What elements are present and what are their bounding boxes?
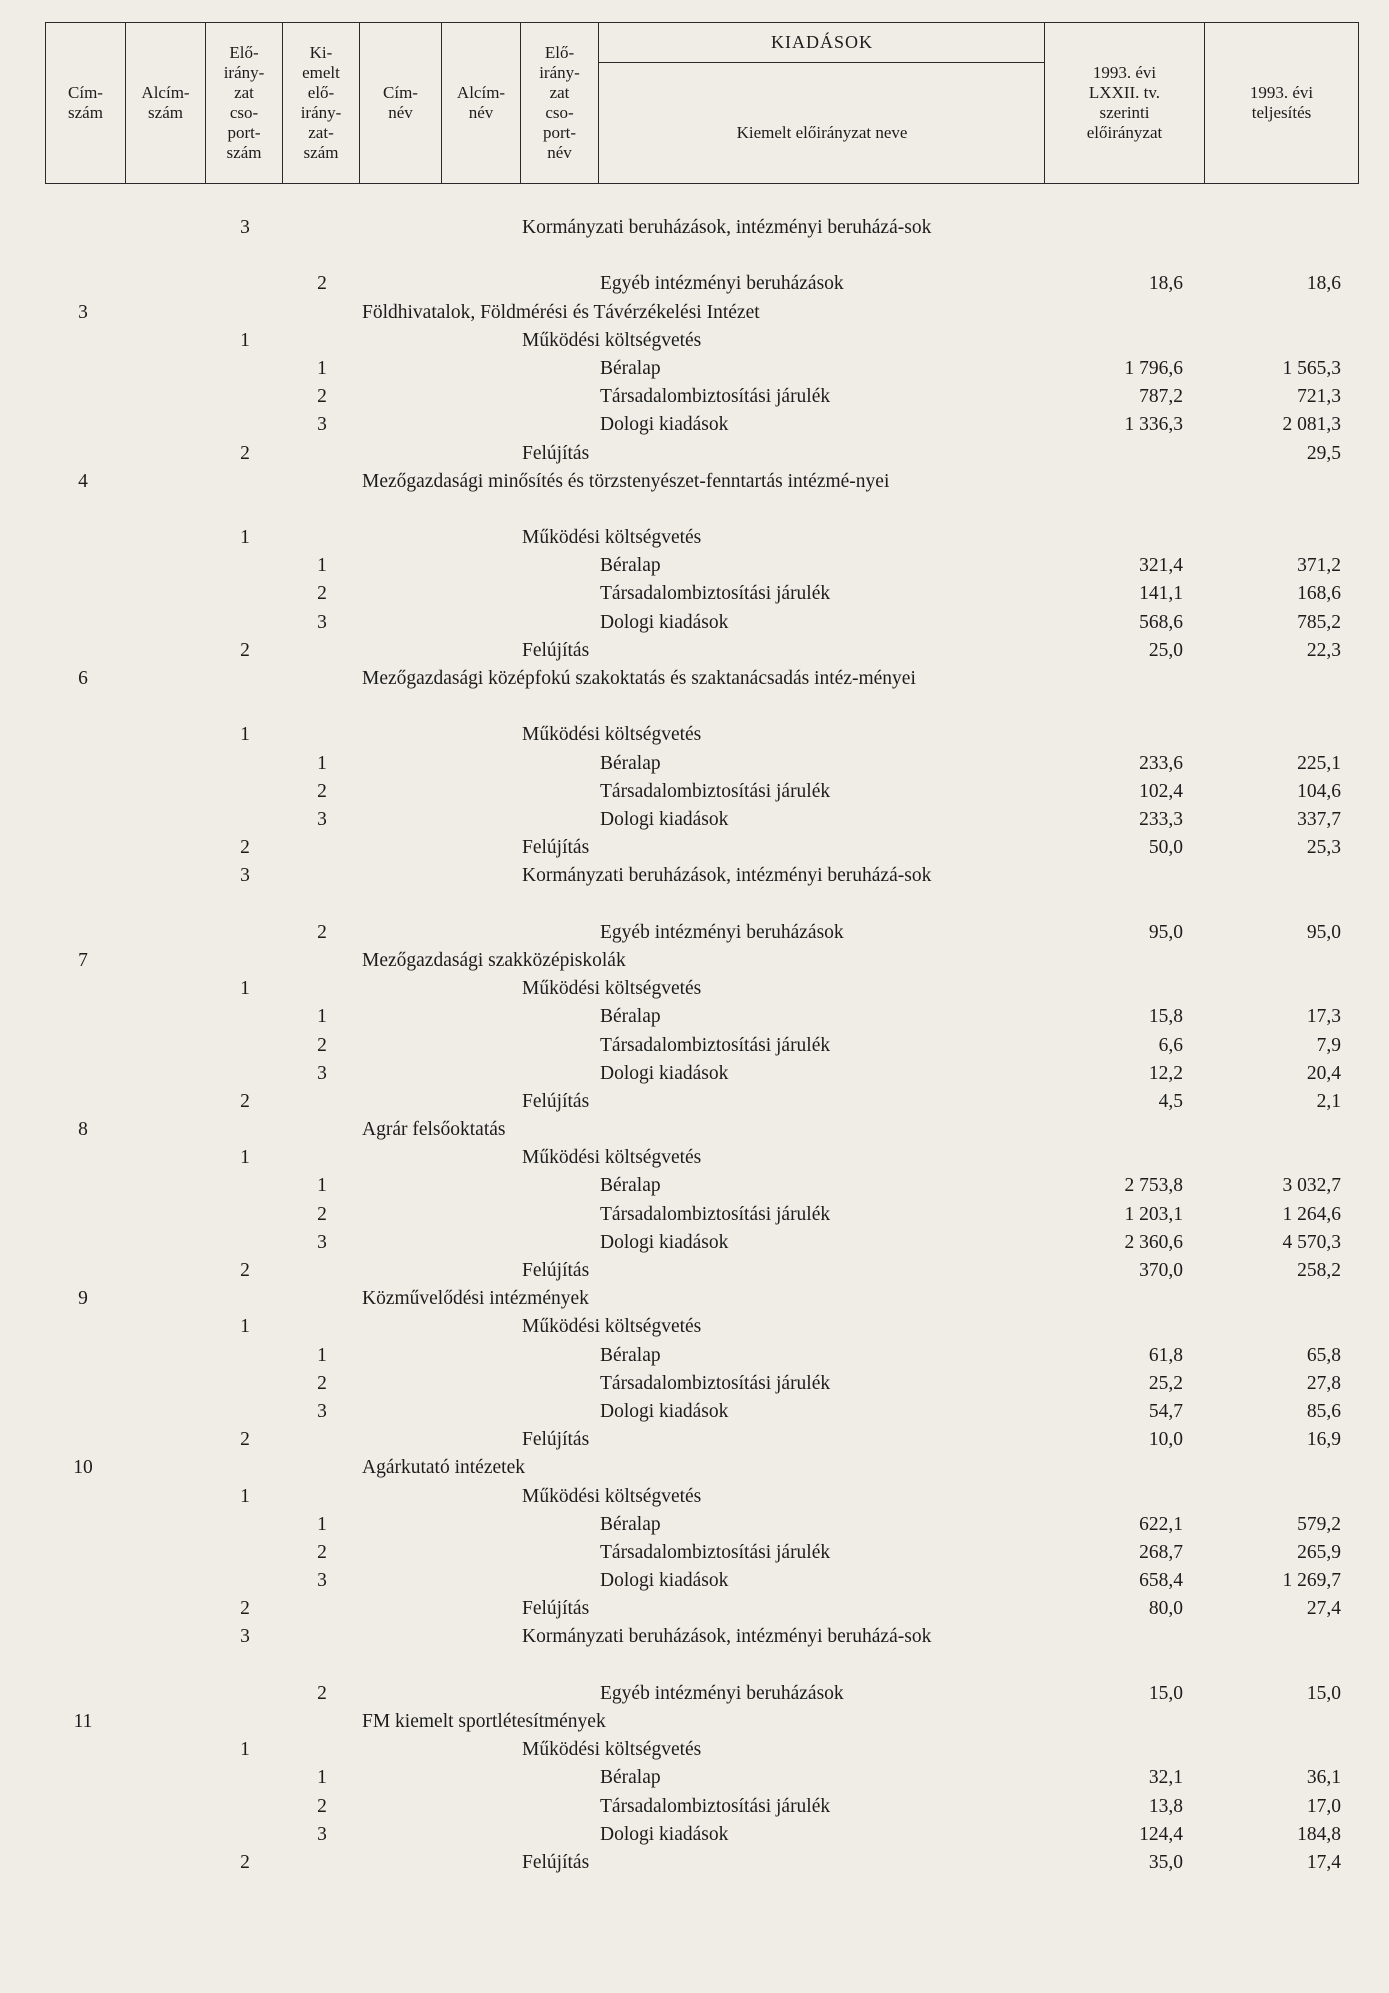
value-1993-tv-cell: 1 336,3 xyxy=(1124,414,1183,436)
eloiranyzat-csoport-szam-cell: 1 xyxy=(240,724,250,746)
name-cell: Kormányzati beruházások, intézményi beruházá-sok xyxy=(522,1626,932,1648)
table-header xyxy=(45,22,1359,184)
header-label xyxy=(1087,63,1163,143)
table-row xyxy=(0,975,1389,1003)
header-label xyxy=(457,83,505,123)
eloiranyzat-csoport-szam-cell: 2 xyxy=(240,837,250,859)
value-1993-teljesites-cell: 17,4 xyxy=(1306,1851,1341,1873)
kiemelt-eloiranyzat-szam-cell: 2 xyxy=(317,1795,327,1817)
value-1993-teljesites-cell: 371,2 xyxy=(1297,555,1341,577)
eloiranyzat-csoport-szam-cell: 3 xyxy=(240,217,250,238)
value-1993-teljesites-cell: 104,6 xyxy=(1297,780,1341,802)
eloiranyzat-csoport-szam-cell: 2 xyxy=(240,1090,250,1112)
value-1993-teljesites-cell: 7,9 xyxy=(1316,1034,1341,1056)
value-1993-teljesites-cell: 29,5 xyxy=(1306,442,1341,464)
header-cim-nev xyxy=(360,23,442,183)
table-row xyxy=(0,1144,1389,1172)
header-label-line: irány- xyxy=(223,63,265,82)
table-row xyxy=(0,1736,1389,1764)
header-label-line: szám xyxy=(148,103,183,122)
table-row xyxy=(0,1483,1389,1511)
name-cell: Felújítás xyxy=(522,1429,590,1451)
header-label-line: zat- xyxy=(308,123,334,142)
value-1993-teljesites-cell: 1 264,6 xyxy=(1282,1203,1341,1225)
name-cell: Dologi kiadások xyxy=(600,1062,729,1084)
name-cell: Földhivatalok, Földmérési és Távérzékelési Intézet xyxy=(362,301,760,323)
table-row xyxy=(0,1708,1389,1736)
table-row xyxy=(0,1793,1389,1821)
value-1993-tv-cell: 233,3 xyxy=(1139,808,1183,830)
name-cell: Felújítás xyxy=(522,1851,590,1873)
value-1993-tv-cell: 102,4 xyxy=(1139,780,1183,802)
header-label-line: cso- xyxy=(545,103,574,122)
table-row xyxy=(0,1370,1389,1398)
table-row xyxy=(0,1539,1389,1567)
header-label-line: Alcím- xyxy=(141,83,190,102)
name-cell: Dologi kiadások xyxy=(600,808,729,830)
value-1993-teljesites-cell: 785,2 xyxy=(1297,611,1341,633)
name-cell: Dologi kiadások xyxy=(600,1231,729,1253)
header-label-line: Elő- xyxy=(544,43,575,62)
kiemelt-eloiranyzat-szam-cell: 3 xyxy=(317,1400,327,1422)
name-cell: Béralap xyxy=(600,752,661,774)
eloiranyzat-csoport-szam-cell: 2 xyxy=(240,442,250,464)
kiemelt-eloiranyzat-szam-cell: 3 xyxy=(317,1823,327,1845)
name-cell: Dologi kiadások xyxy=(600,1570,729,1592)
header-label-line: teljesítés xyxy=(1251,103,1312,122)
header-label xyxy=(301,43,342,163)
kiemelt-eloiranyzat-szam-cell: 3 xyxy=(317,1570,327,1592)
eloiranyzat-csoport-szam-cell: 2 xyxy=(240,1429,250,1451)
table-row xyxy=(0,609,1389,637)
name-cell: Béralap xyxy=(600,1767,661,1789)
value-1993-tv-cell: 18,6 xyxy=(1148,273,1183,295)
table-row xyxy=(0,1032,1389,1060)
table-row xyxy=(0,1680,1389,1708)
table-row xyxy=(0,834,1389,862)
cim-szam-cell: 6 xyxy=(78,668,88,690)
value-1993-teljesites-cell: 17,3 xyxy=(1306,1006,1341,1028)
table-row xyxy=(0,383,1389,411)
name-cell: Béralap xyxy=(600,1344,661,1366)
table-row xyxy=(0,721,1389,749)
table-row xyxy=(0,1567,1389,1595)
value-1993-teljesites-cell: 25,3 xyxy=(1306,837,1341,859)
name-cell: Működési költségvetés xyxy=(522,1316,702,1338)
value-1993-tv-cell: 2 753,8 xyxy=(1124,1175,1183,1197)
value-1993-tv-cell: 25,2 xyxy=(1148,1372,1183,1394)
name-cell: Agárkutató intézetek xyxy=(362,1457,525,1479)
table-row xyxy=(0,1313,1389,1341)
table-row xyxy=(0,327,1389,355)
name-cell: Felújítás xyxy=(522,1260,590,1281)
name-cell: Dologi kiadások xyxy=(600,1823,729,1845)
header-label-line: 1993. évi xyxy=(1092,63,1157,82)
value-1993-tv-cell: 1 203,1 xyxy=(1124,1203,1183,1225)
header-label-line: szám xyxy=(68,103,103,122)
name-cell: Béralap xyxy=(600,1006,661,1028)
header-label-line: port- xyxy=(227,123,261,142)
eloiranyzat-csoport-szam-cell: 1 xyxy=(240,978,250,1000)
name-cell: Működési költségvetés xyxy=(522,724,702,746)
name-cell: Működési költségvetés xyxy=(522,1739,702,1761)
name-cell: Működési költségvetés xyxy=(522,1485,702,1507)
table-row xyxy=(0,806,1389,834)
value-1993-teljesites-cell: 15,0 xyxy=(1306,1682,1341,1704)
kiemelt-eloiranyzat-szam-cell: 1 xyxy=(317,555,327,577)
table-row xyxy=(0,1116,1389,1144)
value-1993-tv-cell: 80,0 xyxy=(1148,1598,1183,1620)
kiemelt-eloiranyzat-szam-cell: 1 xyxy=(317,1513,327,1535)
name-cell: Működési költségvetés xyxy=(522,527,702,549)
name-cell: Agrár felsőoktatás xyxy=(362,1119,506,1141)
table-row xyxy=(0,270,1389,298)
value-1993-teljesites-cell: 1 565,3 xyxy=(1282,357,1341,379)
kiemelt-eloiranyzat-szam-cell: 2 xyxy=(317,583,327,605)
table-row xyxy=(0,1088,1389,1116)
value-1993-tv-cell: 1 796,6 xyxy=(1124,357,1183,379)
name-cell: Felújítás xyxy=(522,1598,590,1620)
header-label-line: port- xyxy=(542,123,577,142)
name-cell: Béralap xyxy=(600,555,661,577)
table-row xyxy=(0,580,1389,608)
value-1993-tv-cell: 321,4 xyxy=(1139,555,1183,577)
value-1993-teljesites-cell: 95,0 xyxy=(1306,921,1341,943)
header-label-line: név xyxy=(547,143,572,162)
value-1993-teljesites-cell: 168,6 xyxy=(1297,583,1341,605)
eloiranyzat-csoport-szam-cell: 1 xyxy=(240,1739,250,1761)
name-cell: Társadalombiztosítási járulék xyxy=(600,1795,831,1817)
value-1993-tv-cell: 15,0 xyxy=(1148,1682,1183,1704)
table-row xyxy=(0,1257,1389,1285)
kiemelt-eloiranyzat-szam-cell: 2 xyxy=(317,1203,327,1225)
value-1993-teljesites-cell: 3 032,7 xyxy=(1282,1175,1341,1197)
value-1993-tv-cell: 25,0 xyxy=(1148,639,1183,661)
header-label-line: szerinti xyxy=(1099,103,1150,122)
kiemelt-eloiranyzat-szam-cell: 2 xyxy=(317,780,327,802)
value-1993-tv-cell: 61,8 xyxy=(1148,1344,1183,1366)
value-1993-tv-cell: 124,4 xyxy=(1139,1823,1183,1845)
kiemelt-eloiranyzat-szam-cell: 1 xyxy=(317,1344,327,1366)
name-cell: Kormányzati beruházások, intézményi beruházá-sok xyxy=(522,217,932,238)
table-row xyxy=(0,778,1389,806)
header-eloiranyzat-csoport-nev xyxy=(521,23,599,183)
kiemelt-eloiranyzat-szam-cell: 1 xyxy=(317,357,327,379)
kiemelt-eloiranyzat-szam-cell: 1 xyxy=(317,1006,327,1028)
eloiranyzat-csoport-szam-cell: 2 xyxy=(240,1260,250,1281)
table-row xyxy=(0,947,1389,975)
name-cell: Mezőgazdasági szakközépiskolák xyxy=(362,949,626,971)
name-cell: Béralap xyxy=(600,357,661,379)
value-1993-tv-cell: 15,8 xyxy=(1148,1006,1183,1028)
table-row xyxy=(0,214,1389,270)
value-1993-teljesites-cell: 36,1 xyxy=(1306,1767,1341,1789)
header-label xyxy=(224,43,265,163)
table-row xyxy=(0,299,1389,327)
kiemelt-eloiranyzat-szam-cell: 2 xyxy=(317,1682,327,1704)
table-row xyxy=(0,1172,1389,1200)
header-label-line: név xyxy=(468,103,494,122)
table-row xyxy=(0,665,1389,721)
value-1993-tv-cell: 268,7 xyxy=(1139,1541,1183,1563)
name-cell: Felújítás xyxy=(522,1090,590,1112)
value-1993-teljesites-cell: 17,0 xyxy=(1306,1795,1341,1817)
table-row xyxy=(0,1764,1389,1792)
eloiranyzat-csoport-szam-cell: 2 xyxy=(240,1598,250,1620)
header-label-line: emelt xyxy=(302,63,340,82)
header-label xyxy=(141,83,189,123)
name-cell: Egyéb intézményi beruházások xyxy=(600,921,844,943)
header-label-line: LXXII. tv. xyxy=(1088,83,1161,102)
name-cell: Béralap xyxy=(600,1513,661,1535)
kiemelt-eloiranyzat-szam-cell: 1 xyxy=(317,1767,327,1789)
table-row xyxy=(0,750,1389,778)
value-1993-tv-cell: 50,0 xyxy=(1148,837,1183,859)
table-row xyxy=(0,440,1389,468)
table-row xyxy=(0,1229,1389,1257)
header-1993-teljesites xyxy=(1205,23,1358,183)
kiemelt-eloiranyzat-szam-cell: 2 xyxy=(317,386,327,408)
value-1993-teljesites-cell: 579,2 xyxy=(1297,1513,1341,1535)
table-row xyxy=(0,1398,1389,1426)
eloiranyzat-csoport-szam-cell: 3 xyxy=(240,865,250,887)
table-row xyxy=(0,411,1389,439)
value-1993-tv-cell: 141,1 xyxy=(1139,583,1183,605)
value-1993-teljesites-cell: 20,4 xyxy=(1306,1062,1341,1084)
eloiranyzat-csoport-szam-cell: 1 xyxy=(240,527,250,549)
name-cell: Társadalombiztosítási járulék xyxy=(600,1203,831,1225)
name-cell: Kormányzati beruházások, intézményi beruházá-sok xyxy=(522,865,932,887)
table-row xyxy=(0,1342,1389,1370)
value-1993-tv-cell: 32,1 xyxy=(1148,1767,1183,1789)
name-cell: Felújítás xyxy=(522,639,590,661)
header-cim-szam xyxy=(46,23,126,183)
name-cell: Dologi kiadások xyxy=(600,1400,729,1422)
name-cell: Mezőgazdasági minősítés és törzstenyészet-fenntartás intézmé-nyei xyxy=(362,470,890,492)
eloiranyzat-csoport-szam-cell: 2 xyxy=(240,1851,250,1873)
value-1993-tv-cell: 6,6 xyxy=(1158,1034,1183,1056)
table-row xyxy=(0,552,1389,580)
kiemelt-eloiranyzat-szam-cell: 3 xyxy=(317,1231,327,1253)
header-label-line: Cím- xyxy=(68,83,103,102)
name-cell: Társadalombiztosítási járulék xyxy=(600,780,831,802)
table-row xyxy=(0,1201,1389,1229)
cim-szam-cell: 11 xyxy=(73,1711,93,1733)
name-cell: Társadalombiztosítási járulék xyxy=(600,1034,831,1056)
header-label-line: cso- xyxy=(229,103,259,122)
cim-szam-cell: 4 xyxy=(78,470,88,492)
table-row xyxy=(0,1595,1389,1623)
header-label-line: irány- xyxy=(539,63,580,82)
value-1993-tv-cell: 95,0 xyxy=(1148,921,1183,943)
value-1993-teljesites-cell: 2,1 xyxy=(1316,1090,1341,1112)
header-label-line: szám xyxy=(226,143,262,162)
table-row xyxy=(0,468,1389,524)
header-1993-tv-eloiranyzat xyxy=(1045,23,1205,183)
kiemelt-eloiranyzat-szam-cell: 3 xyxy=(317,808,327,830)
name-cell: Felújítás xyxy=(522,442,590,464)
cim-szam-cell: 8 xyxy=(78,1119,88,1141)
value-1993-tv-cell: 658,4 xyxy=(1139,1570,1183,1592)
table-row xyxy=(0,1849,1389,1877)
value-1993-teljesites-cell: 16,9 xyxy=(1306,1429,1341,1451)
header-label-line: név xyxy=(388,103,413,122)
name-cell: Dologi kiadások xyxy=(600,611,729,633)
value-1993-tv-cell: 370,0 xyxy=(1139,1260,1183,1281)
value-1993-teljesites-cell: 65,8 xyxy=(1306,1344,1341,1366)
name-cell: Béralap xyxy=(600,1175,661,1197)
value-1993-tv-cell: 568,6 xyxy=(1139,611,1183,633)
value-1993-tv-cell: 622,1 xyxy=(1139,1513,1183,1535)
kiemelt-eloiranyzat-szam-cell: 3 xyxy=(317,414,327,436)
cim-szam-cell: 7 xyxy=(78,949,88,971)
header-label xyxy=(1250,83,1313,123)
header-label-line: zat xyxy=(549,83,570,102)
name-cell: Egyéb intézményi beruházások xyxy=(600,1682,844,1704)
cim-szam-cell: 9 xyxy=(78,1288,88,1310)
value-1993-teljesites-cell: 22,3 xyxy=(1306,639,1341,661)
eloiranyzat-csoport-szam-cell: 1 xyxy=(240,329,250,351)
name-cell: Közművelődési intézmények xyxy=(362,1288,589,1310)
header-label-line: Alcím- xyxy=(456,83,506,102)
name-cell: Társadalombiztosítási járulék xyxy=(600,386,831,408)
value-1993-teljesites-cell: 265,9 xyxy=(1297,1541,1341,1563)
kiemelt-eloiranyzat-szam-cell: 2 xyxy=(317,1034,327,1056)
value-1993-tv-cell: 54,7 xyxy=(1148,1400,1183,1422)
kiemelt-eloiranyzat-szam-cell: 2 xyxy=(317,273,327,295)
value-1993-teljesites-cell: 18,6 xyxy=(1306,273,1341,295)
cim-szam-cell: 10 xyxy=(73,1457,93,1479)
eloiranyzat-csoport-szam-cell: 1 xyxy=(240,1316,250,1338)
header-alcim-nev xyxy=(442,23,521,183)
table-row xyxy=(0,637,1389,665)
value-1993-teljesites-cell: 4 570,3 xyxy=(1282,1231,1341,1253)
kiemelt-eloiranyzat-szam-cell: 2 xyxy=(317,921,327,943)
eloiranyzat-csoport-szam-cell: 1 xyxy=(240,1485,250,1507)
value-1993-teljesites-cell: 27,8 xyxy=(1306,1372,1341,1394)
header-label-line: irány- xyxy=(300,103,342,122)
table-row xyxy=(0,1511,1389,1539)
kiemelt-eloiranyzat-szam-cell: 3 xyxy=(317,611,327,633)
name-cell: Társadalombiztosítási járulék xyxy=(600,1372,831,1394)
kiemelt-eloiranyzat-szam-cell: 1 xyxy=(317,1175,327,1197)
kiemelt-eloiranyzat-szam-cell: 2 xyxy=(317,1372,327,1394)
cim-szam-cell: 3 xyxy=(78,301,88,323)
value-1993-teljesites-cell: 721,3 xyxy=(1297,386,1341,408)
name-cell: Működési költségvetés xyxy=(522,1147,702,1169)
name-cell: Társadalombiztosítási járulék xyxy=(600,583,831,605)
table-row xyxy=(0,1426,1389,1454)
value-1993-teljesites-cell: 27,4 xyxy=(1306,1598,1341,1620)
name-cell: FM kiemelt sportlétesítmények xyxy=(362,1711,606,1733)
value-1993-teljesites-cell: 85,6 xyxy=(1306,1400,1341,1422)
header-label xyxy=(539,43,580,163)
value-1993-tv-cell: 12,2 xyxy=(1148,1062,1183,1084)
value-1993-teljesites-cell: 1 269,7 xyxy=(1282,1570,1341,1592)
header-kiadasok: KIADÁSOK xyxy=(599,23,1045,63)
eloiranyzat-csoport-szam-cell: 3 xyxy=(240,1626,250,1648)
header-label xyxy=(383,83,418,123)
header-label-line: Ki- xyxy=(309,43,333,62)
table-row xyxy=(0,1060,1389,1088)
header-eloiranyzat-csoport-szam xyxy=(206,23,283,183)
eloiranyzat-csoport-szam-cell: 2 xyxy=(240,639,250,661)
kiemelt-eloiranyzat-szam-cell: 3 xyxy=(317,1062,327,1084)
header-label-line: Elő- xyxy=(229,43,259,62)
name-cell: Egyéb intézményi beruházások xyxy=(600,273,844,295)
name-cell: Társadalombiztosítási járulék xyxy=(600,1541,831,1563)
value-1993-teljesites-cell: 337,7 xyxy=(1297,808,1341,830)
value-1993-tv-cell: 4,5 xyxy=(1158,1090,1183,1112)
table-row xyxy=(0,1285,1389,1313)
kiemelt-eloiranyzat-szam-cell: 2 xyxy=(317,1541,327,1563)
name-cell: Mezőgazdasági középfokú szakoktatás és szaktanácsadás intéz-ményei xyxy=(362,668,916,690)
table-row xyxy=(0,1623,1389,1679)
name-cell: Dologi kiadások xyxy=(600,414,729,436)
value-1993-tv-cell: 233,6 xyxy=(1139,752,1183,774)
table-row xyxy=(0,1003,1389,1031)
kiemelt-eloiranyzat-szam-cell: 1 xyxy=(317,752,327,774)
header-label-line: Cím- xyxy=(383,83,418,102)
value-1993-teljesites-cell: 258,2 xyxy=(1297,1260,1341,1281)
value-1993-tv-cell: 787,2 xyxy=(1139,386,1183,408)
table-row xyxy=(0,862,1389,918)
value-1993-teljesites-cell: 184,8 xyxy=(1297,1823,1341,1845)
header-kiemelt-eloiranyzat-szam xyxy=(283,23,360,183)
header-alcim-szam xyxy=(126,23,206,183)
value-1993-tv-cell: 35,0 xyxy=(1148,1851,1183,1873)
table-row xyxy=(0,524,1389,552)
header-label-line: zat xyxy=(234,83,254,102)
value-1993-tv-cell: 13,8 xyxy=(1148,1795,1183,1817)
value-1993-tv-cell: 10,0 xyxy=(1148,1429,1183,1451)
table-body xyxy=(0,214,1389,1877)
value-1993-tv-cell: 2 360,6 xyxy=(1124,1231,1183,1253)
header-kiemelt-eloiranyzat-neve: Kiemelt előirányzat neve xyxy=(736,123,908,142)
header-label-line: szám xyxy=(303,143,339,162)
table-row xyxy=(0,919,1389,947)
eloiranyzat-csoport-szam-cell: 1 xyxy=(240,1147,250,1169)
table-row xyxy=(0,1454,1389,1482)
value-1993-teljesites-cell: 2 081,3 xyxy=(1282,414,1341,436)
header-label-line: előirányzat xyxy=(1086,123,1163,142)
name-cell: Felújítás xyxy=(522,837,590,859)
header-label xyxy=(68,83,103,123)
name-cell: Működési költségvetés xyxy=(522,329,702,351)
table-row xyxy=(0,355,1389,383)
table-row xyxy=(0,1821,1389,1849)
name-cell: Működési költségvetés xyxy=(522,978,702,1000)
header-label-line: elő- xyxy=(307,83,335,102)
value-1993-teljesites-cell: 225,1 xyxy=(1297,752,1341,774)
header-label-line: 1993. évi xyxy=(1249,83,1314,102)
